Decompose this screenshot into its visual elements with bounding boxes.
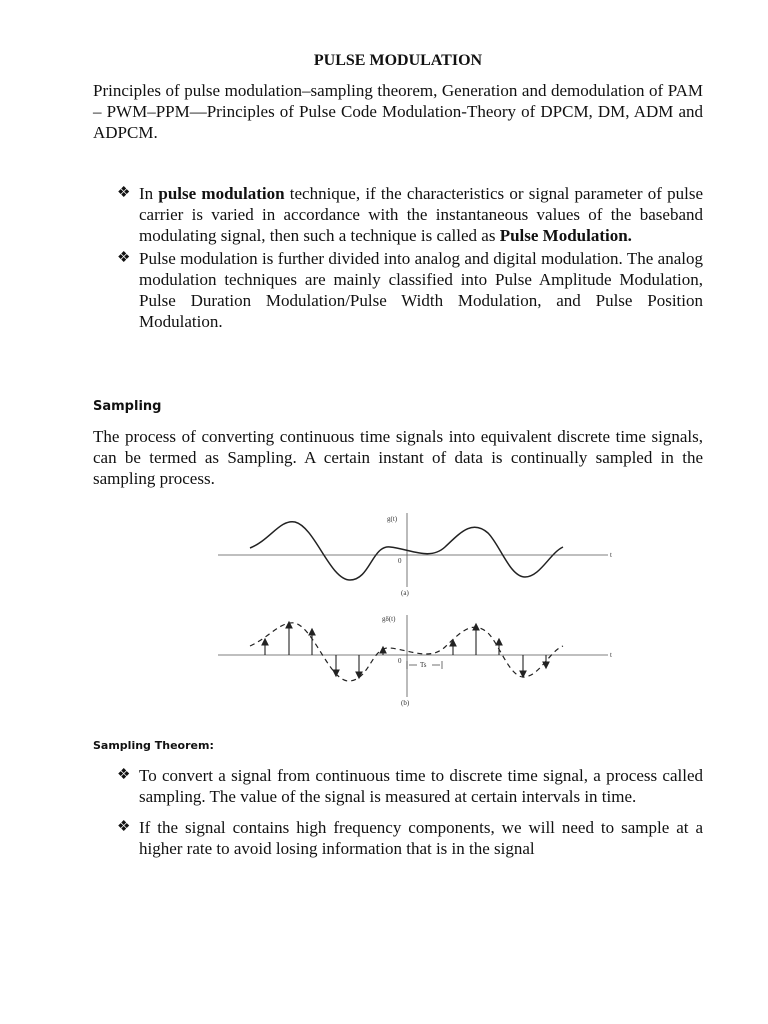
list-item: [117, 183, 703, 246]
sampled-envelope-curve: [250, 623, 563, 681]
sampled-signal-panel: [218, 615, 612, 707]
section-heading-sampling: Sampling: [93, 399, 162, 414]
bullet-text: If the signal contains high frequency components, we will need to sample at a higher rate to avoid losing information that is in the signal: [139, 818, 703, 858]
bold-term: pulse modulation: [158, 184, 285, 203]
origin-label: 0: [398, 657, 402, 665]
diamond-bullet-icon: ❖: [117, 250, 131, 266]
diamond-bullet-icon: ❖: [117, 819, 131, 835]
arrow-head: [473, 624, 479, 630]
pulse-modulation-bullet-list: [117, 183, 703, 332]
continuous-signal-curve: [250, 522, 563, 580]
bullet-text: To convert a signal from continuous time to discrete time signal, a process called sampling. The value of the signal is measured at certain intervals in time.: [139, 766, 703, 806]
diamond-bullet-icon: ❖: [117, 767, 131, 783]
syllabus-paragraph: Principles of pulse modulation–sampling theorem, Generation and demodulation of PAM – PWM–PPM—Principles of Pulse Code Modulation-Theory of DPCM, DM, ADM and ADPCM.: [93, 81, 703, 142]
arrow-head: [543, 662, 549, 668]
list-item: [117, 765, 703, 807]
time-label: t: [610, 651, 612, 659]
sampling-paragraph: The process of converting continuous time signals into equivalent discrete time signals, can be termed as Sampling. A certain instant of data is continually sampled in the sampling process.: [93, 427, 703, 488]
page-title: PULSE MODULATION: [313, 52, 483, 69]
signal-axis-label: g(t): [387, 515, 398, 523]
list-item: [117, 817, 703, 859]
bold-term: Pulse Modulation.: [499, 226, 632, 245]
sampled-axis-label: gδ(t): [382, 615, 396, 623]
sampling-figure: [210, 505, 630, 715]
continuous-signal-panel: [218, 513, 612, 597]
panel-caption-b: (b): [401, 699, 410, 707]
bullet-text-mid: technique, if the characteristics or signal parameter of pulse carrier is varied in accordance with the instantaneous values of the baseband modulating signal, then such a technique is called as: [139, 184, 703, 245]
section-heading-sampling-theorem: Sampling Theorem:: [93, 739, 214, 752]
bullet-text: Pulse modulation is further divided into analog and digital modulation. The analog modulation techniques are mainly classified into Pulse Amplitude Modulation, Pulse Duration Modulation/Pulse Width Modulation, and Pulse Position Modulation.: [139, 249, 703, 331]
diamond-bullet-icon: ❖: [117, 185, 131, 201]
arrow-head: [496, 639, 502, 645]
bullet-text-pre: In: [139, 184, 159, 203]
arrow-head: [356, 672, 362, 678]
arrow-head: [262, 639, 268, 645]
time-label: t: [610, 551, 612, 559]
arrow-head: [333, 670, 339, 676]
panel-caption-a: (a): [401, 589, 409, 597]
list-item: [117, 248, 703, 332]
ts-label: Ts: [420, 661, 427, 669]
arrow-head: [309, 629, 315, 635]
sampling-theorem-bullet-list: [117, 765, 703, 859]
origin-label: 0: [398, 557, 402, 565]
